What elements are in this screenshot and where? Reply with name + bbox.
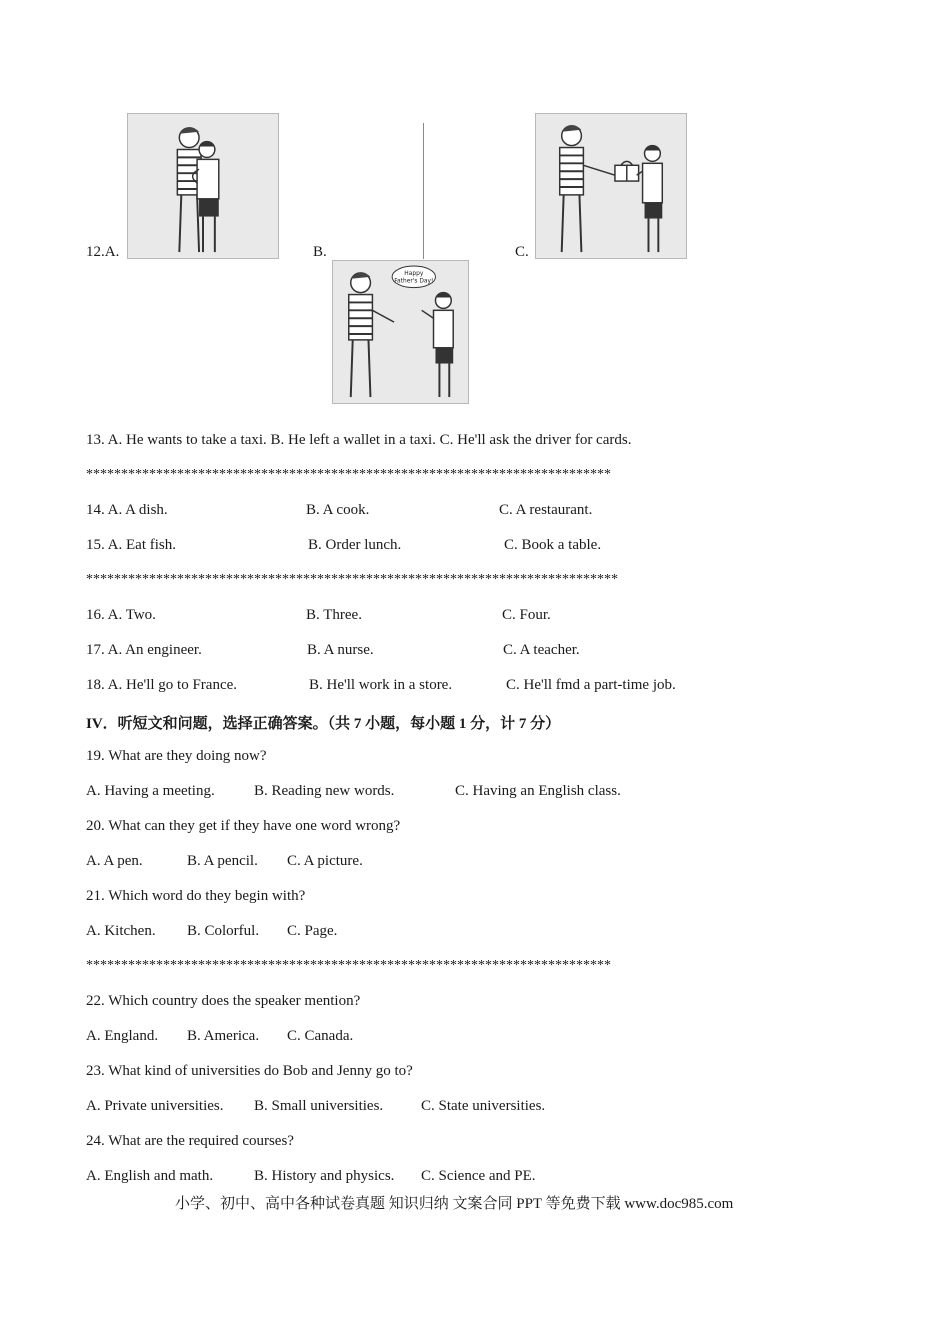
q14-option-c: C. A restaurant. [499, 502, 593, 518]
q16-option-b: B. Three. [306, 607, 362, 623]
q12-picture-b-greeting [332, 260, 469, 404]
q24-option-c: C. Science and PE. [421, 1168, 536, 1184]
q19-option-c: C. Having an English class. [455, 783, 621, 799]
q21-question: 21. Which word do they begin with? [86, 888, 306, 904]
q17-option-c: C. A teacher. [503, 642, 580, 658]
card-text-line2: Father's Day! [394, 278, 434, 285]
father-son-hug-illustration [128, 114, 278, 258]
q20-option-c: C. A picture. [287, 853, 363, 869]
q12-picture-c-gift [535, 113, 687, 259]
q19-option-b: B. Reading new words. [254, 783, 395, 799]
q22-option-b: B. America. [187, 1028, 260, 1044]
q21-option-c: C. Page. [287, 923, 338, 939]
q22-question: 22. Which country does the speaker mention? [86, 993, 361, 1009]
q16-option-a: 16. A. Two. [86, 607, 156, 623]
q22-option-c: C. Canada. [287, 1028, 354, 1044]
q23-option-b: B. Small universities. [254, 1098, 384, 1114]
q17-option-b: B. A nurse. [307, 642, 374, 658]
q15-option-a: 15. A. Eat fish. [86, 537, 176, 553]
q21-option-b: B. Colorful. [187, 923, 260, 939]
q18-option-a: 18. A. He'll go to France. [86, 677, 238, 693]
q24-option-a: A. English and math. [86, 1168, 214, 1184]
q18-option-c: C. He'll fmd a part-time job. [506, 677, 676, 693]
q14-option-b: B. A cook. [306, 502, 370, 518]
q20-option-a: A. A pen. [86, 853, 143, 869]
separator-3: *************************************************************************** [86, 958, 611, 973]
q23-option-a: A. Private universities. [86, 1098, 224, 1114]
section-heading: IV．听短文和问题，选择正确答案。（共 7 小题，每小题 1 分，计 7 分） [86, 716, 561, 732]
q12-label-a: 12.A. [86, 244, 120, 260]
page-footer: 小学、初中、高中各种试卷真题 知识归纳 文案合同 PPT 等免费下载 www.doc985.com [175, 1196, 734, 1212]
q21-option-a: A. Kitchen. [86, 923, 156, 939]
q20-question: 20. What can they get if they have one word wrong? [86, 818, 401, 834]
q12-picture-a-hug [127, 113, 279, 259]
q12-label-b: B. [313, 244, 327, 260]
q22-option-a: A. England. [86, 1028, 159, 1044]
q12-label-c: C. [515, 244, 529, 260]
q19-option-a: A. Having a meeting. [86, 783, 215, 799]
q17-option-a: 17. A. An engineer. [86, 642, 202, 658]
q15-option-c: C. Book a table. [504, 537, 602, 553]
q23-question: 23. What kind of universities do Bob and Jenny go to? [86, 1063, 413, 1079]
q24-question: 24. What are the required courses? [86, 1133, 294, 1149]
q24-option-b: B. History and physics. [254, 1168, 395, 1184]
q23-option-c: C. State universities. [421, 1098, 546, 1114]
q18-option-b: B. He'll work in a store. [309, 677, 453, 693]
separator-1: *************************************************************************** [86, 467, 611, 482]
q19-question: 19. What are they doing now? [86, 748, 267, 764]
q20-option-b: B. A pencil. [187, 853, 258, 869]
card-text-line1: Happy [404, 270, 424, 277]
father-son-gift-illustration [536, 114, 686, 258]
separator-2: **************************************************************************** [86, 572, 618, 587]
q13-line: 13. A. He wants to take a taxi. B. He left a wallet in a taxi. C. He'll ask the driver for cards. [86, 432, 632, 448]
q15-option-b: B. Order lunch. [308, 537, 402, 553]
father-son-greeting-illustration [333, 261, 468, 403]
divider-line [423, 123, 424, 259]
q14-option-a: 14. A. A dish. [86, 502, 168, 518]
q16-option-c: C. Four. [502, 607, 551, 623]
